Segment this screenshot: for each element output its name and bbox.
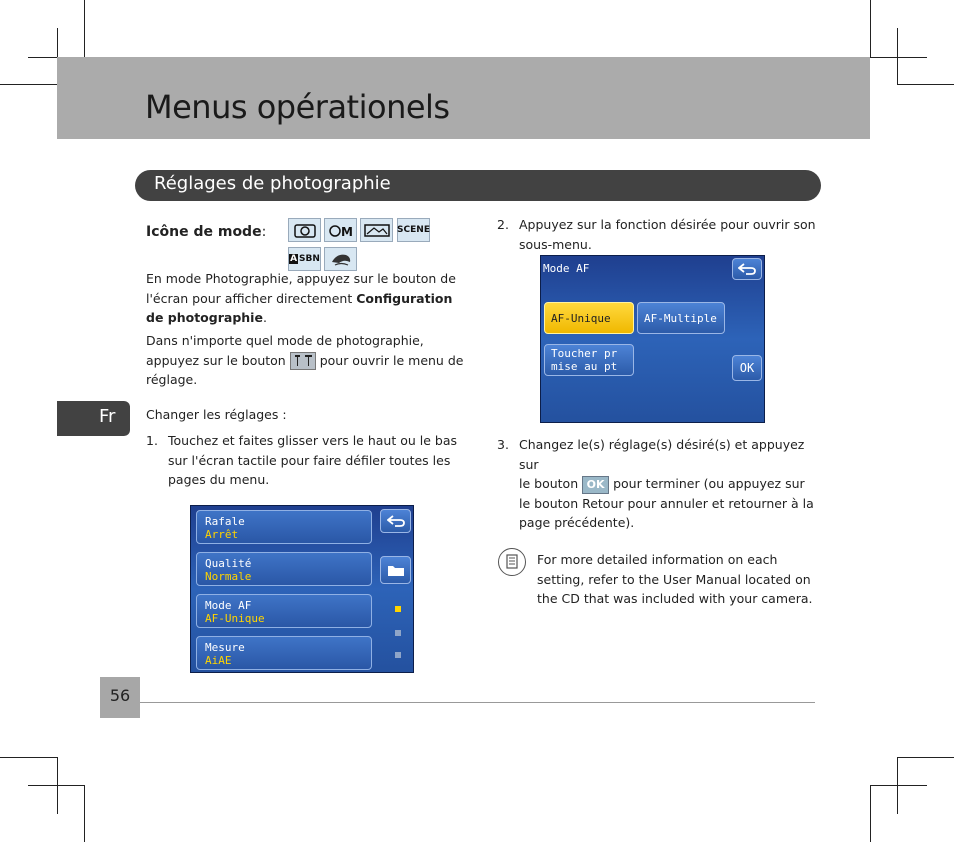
ok-icon: OK bbox=[582, 476, 609, 494]
crop-mark bbox=[870, 57, 927, 58]
step-3-text: Changez le(s) réglage(s) désiré(s) et appuyez sur le bouton OK pour terminer (ou appuyez sur le bouton Retour pour annuler et retourner à la page précédente). bbox=[519, 437, 814, 530]
crop-mark bbox=[897, 757, 898, 814]
intro-paragraph: En mode Photographie, appuyez sur le bouton de l'écran pour afficher directement Configuration de photographie. bbox=[146, 271, 456, 325]
menu-row-qualite[interactable]: Qualité Normale bbox=[196, 552, 372, 586]
page-indicator-active bbox=[395, 606, 401, 612]
language-tab bbox=[57, 401, 130, 436]
crop-mark bbox=[0, 84, 57, 85]
af-multiple-option[interactable]: AF-Multiple bbox=[637, 302, 725, 334]
step-1-text: Touchez et faites glisser vers le haut ou le bas sur l'écran tactile pour faire défiler toutes les pages du menu. bbox=[168, 433, 458, 487]
language-label: Fr bbox=[99, 406, 116, 427]
crop-mark bbox=[57, 757, 58, 814]
note-icon bbox=[498, 548, 526, 576]
menu-paragraph: Dans n'importe quel mode de photographie, appuyez sur le bouton pour ouvrir le menu de réglage. bbox=[146, 333, 464, 387]
step-3-number: 3. bbox=[497, 437, 509, 452]
menu-row-rafale[interactable]: Rafale Arrêt bbox=[196, 510, 372, 544]
footer-divider bbox=[140, 702, 815, 703]
crop-mark bbox=[897, 84, 954, 85]
crop-mark bbox=[84, 785, 85, 842]
svg-text:M: M bbox=[340, 225, 353, 238]
af-mode-screen bbox=[540, 255, 765, 423]
step-1-number: 1. bbox=[146, 433, 158, 448]
page-indicator bbox=[395, 630, 401, 636]
crop-mark bbox=[84, 0, 85, 57]
step-2-text: Appuyez sur la fonction désirée pour ouvrir son sous-menu. bbox=[519, 217, 816, 252]
touch-focus-option[interactable]: Toucher pr mise au pt bbox=[544, 344, 634, 376]
af-mode-title: Mode AF bbox=[543, 262, 590, 275]
section-title: Réglages de photographie bbox=[154, 173, 391, 194]
mode-icon-label: Icône de mode: bbox=[146, 224, 267, 240]
page-title: Menus opérationels bbox=[145, 88, 450, 126]
note-text: For more detailed information on each setting, refer to the User Manual located on the CD that was included with your camera. bbox=[537, 552, 813, 606]
crop-mark bbox=[870, 785, 871, 842]
manual-mode-icon bbox=[324, 218, 357, 242]
step-2-number: 2. bbox=[497, 217, 509, 232]
folder-button[interactable] bbox=[380, 556, 411, 584]
crop-mark bbox=[897, 757, 954, 758]
scene-mode-icon: SCENE bbox=[397, 218, 430, 242]
settings-tools-icon bbox=[290, 352, 316, 370]
auto-scene-mode-icon: A SBN bbox=[288, 247, 321, 271]
crop-mark bbox=[0, 757, 57, 758]
crop-mark bbox=[870, 0, 871, 57]
change-settings-title: Changer les réglages : bbox=[146, 407, 287, 422]
ok-button[interactable]: OK bbox=[732, 355, 762, 381]
crop-mark bbox=[870, 785, 927, 786]
camera-mode-icon bbox=[288, 218, 321, 242]
back-button[interactable] bbox=[380, 509, 411, 533]
menu-row-mesure[interactable]: Mesure AiAE bbox=[196, 636, 372, 670]
back-button[interactable] bbox=[732, 258, 762, 280]
menu-row-mode-af[interactable]: Mode AF AF-Unique bbox=[196, 594, 372, 628]
panorama-mode-icon bbox=[360, 218, 393, 242]
dolphin-mode-icon bbox=[324, 247, 357, 271]
camera-menu-screen bbox=[190, 505, 414, 673]
af-unique-option[interactable]: AF-Unique bbox=[544, 302, 634, 334]
page-indicator bbox=[395, 652, 401, 658]
page-number: 56 bbox=[109, 686, 131, 705]
